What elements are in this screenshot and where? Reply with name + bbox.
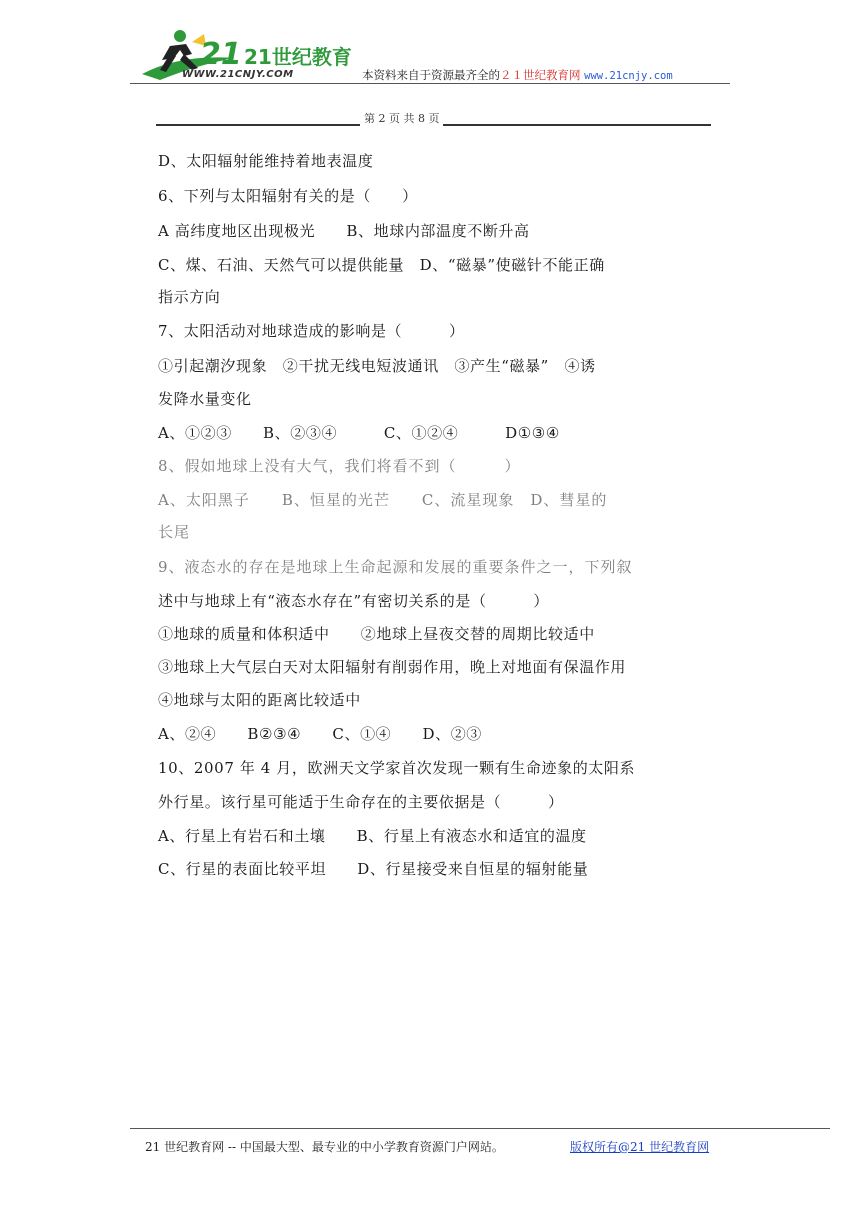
- text-line: 发降水量变化: [158, 390, 252, 408]
- svg-text:21: 21: [200, 37, 242, 72]
- text-line: 10、2007 年 4 月，欧洲天文学家首次发现一颗有生命迹象的太阳系: [158, 759, 636, 777]
- text-line: A 高纬度地区出现极光 B、地球内部温度不断升高: [158, 222, 530, 240]
- logo-name: 21世纪教育: [244, 45, 352, 69]
- text-line: 述中与地球上有“液态水存在”有密切关系的是（ ）: [158, 592, 549, 610]
- text-line: A、太阳黑子 B、恒星的光芒 C、流星现象 D、彗星的: [158, 491, 608, 509]
- text-line: ④地球与太阳的距离比较适中: [158, 691, 361, 709]
- text-line: 9、液态水的存在是地球上生命起源和发展的重要条件之一，下列叙: [158, 558, 633, 576]
- header-divider: [130, 83, 730, 84]
- text-line: ③地球上大气层白天对太阳辐射有削弱作用，晚上对地面有保温作用: [158, 658, 627, 676]
- logo-site: WWW.21CNJY.COM: [182, 69, 294, 80]
- slogan-url[interactable]: www.21cnjy.com: [584, 70, 673, 82]
- text-line: A、①②③ B、②③④ C、①②④ D①③④: [158, 424, 560, 442]
- text-line: C、行星的表面比较平坦 D、行星接受来自恒星的辐射能量: [158, 860, 589, 878]
- text-line: 长尾: [158, 523, 191, 541]
- slogan-brand: ２１世纪教育网: [500, 68, 581, 82]
- text-line: 8、假如地球上没有大气，我们将看不到（ ）: [158, 457, 521, 475]
- text-line: D、太阳辐射能维持着地表温度: [158, 152, 374, 170]
- header-slogan: [362, 67, 673, 83]
- text-line: ①地球的质量和体积适中 ②地球上昼夜交替的周期比较适中: [158, 625, 595, 643]
- copyright-link[interactable]: 版权所有@21 世纪教育网: [570, 1140, 710, 1154]
- text-line: C、煤、石油、天然气可以提供能量 D、“磁暴”使磁针不能正确: [158, 256, 605, 274]
- text-line: 7、太阳活动对地球造成的影响是（ ）: [158, 322, 465, 340]
- slogan-prefix: 本资料来自于资源最齐全的: [362, 68, 500, 82]
- text-line: ①引起潮汐现象 ②干扰无线电短波通讯 ③产生“磁暴” ④诱: [158, 357, 596, 375]
- text-line: 外行星。该行星可能适于生命存在的主要依据是（ ）: [158, 793, 564, 811]
- page-number: 第 2 页 共 8 页: [360, 110, 443, 126]
- text-line: 指示方向: [158, 288, 221, 306]
- text-line: 6、下列与太阳辐射有关的是（ ）: [158, 187, 418, 205]
- text-line: A、行星上有岩石和土壤 B、行星上有液态水和适宜的温度: [158, 827, 587, 845]
- footer-divider: [130, 1128, 830, 1129]
- footer-text: 21 世纪教育网 -- 中国最大型、最专业的中小学教育资源门户网站。: [145, 1140, 504, 1154]
- text-line: A、②④ B②③④ C、①④ D、②③: [158, 725, 482, 743]
- site-logo: [140, 24, 352, 88]
